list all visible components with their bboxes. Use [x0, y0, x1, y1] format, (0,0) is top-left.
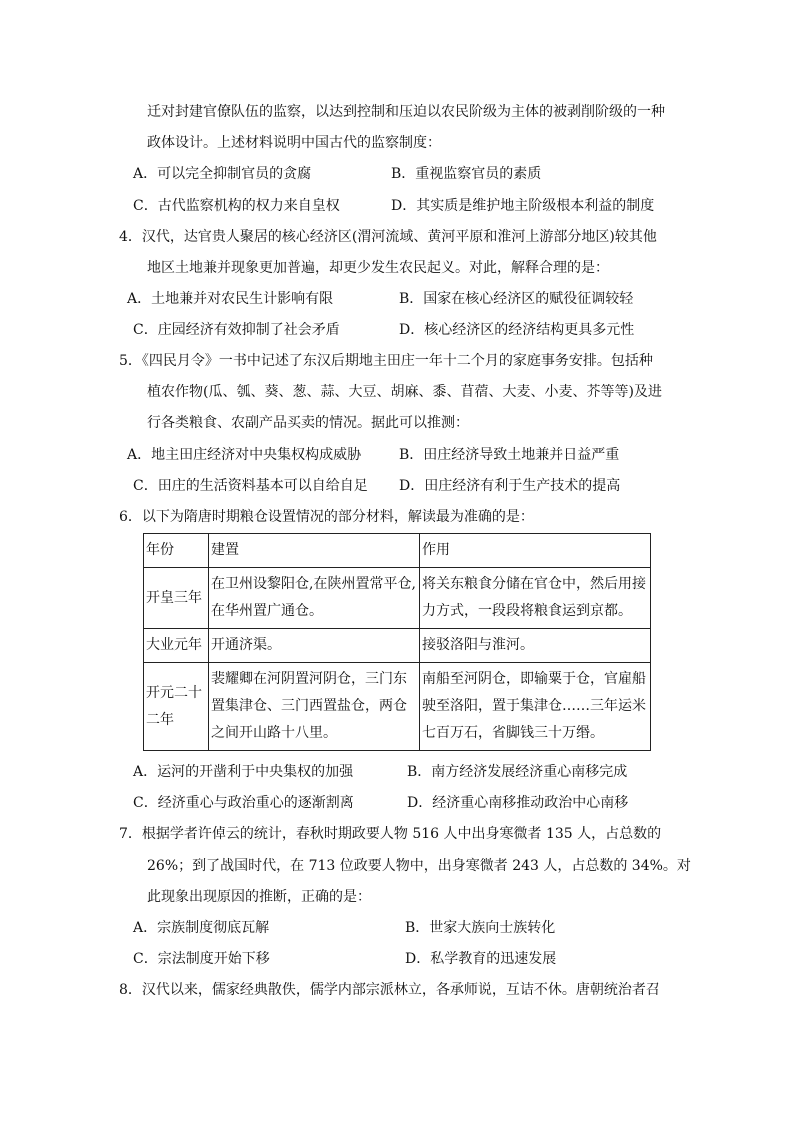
q5-option-c: C．田庄的生活资料基本可以自给自足 — [133, 478, 368, 494]
q4-option-b: B．国家在核心经济区的赋役征调较轻 — [399, 291, 634, 307]
q7-option-a: A．宗族制度彻底瓦解 — [133, 920, 270, 936]
q8-stem-line-1: 8．汉代以来，儒家经典散佚，儒学内部宗派林立，各承师说，互诘不休。唐朝统治者召 — [119, 982, 660, 998]
q6-stem: 6．以下为隋唐时期粮仓设置情况的部分材料，解读最为准确的是： — [119, 509, 534, 525]
q4-option-d: D．核心经济区的经济结构更具多元性 — [399, 322, 635, 338]
table-cell-year: 开元二十二年 — [144, 663, 209, 751]
table-header-function: 作用 — [420, 534, 651, 568]
q7-stem-line-2: 26%；到了战国时代，在 713 位政要人物中，出身寒微者 243 人，占总数的 34%。对 — [147, 858, 691, 874]
table-cell-construction: 开通济渠。 — [209, 629, 420, 663]
q7-stem-line-3: 此现象出现原因的推断，正确的是： — [147, 889, 371, 905]
q5-stem-line-2: 植农作物(瓜、瓠、葵、葱、蒜、大豆、胡麻、黍、苜蓿、大麦、小麦、芥等等)及进 — [147, 384, 662, 400]
table-header-year: 年份 — [144, 534, 209, 568]
q5-option-b: B．田庄经济导致土地兼并日益严重 — [399, 447, 620, 463]
q4-option-c: C．庄园经济有效抑制了社会矛盾 — [133, 322, 340, 338]
table-row — [144, 629, 651, 663]
q7-option-c: C．宗法制度开始下移 — [133, 951, 270, 967]
q3-option-c: C．古代监察机构的权力来自皇权 — [133, 198, 340, 214]
table-cell-construction: 在卫州设黎阳仓,在陕州置常平仓,在华州置广通仓。 — [209, 568, 420, 629]
q3-option-b: B．重视监察官员的素质 — [391, 166, 542, 182]
q5-option-d: D．田庄经济有利于生产技术的提高 — [399, 478, 621, 494]
q6-option-a: A．运河的开凿利于中央集权的加强 — [133, 764, 354, 780]
q4-option-a: A．土地兼并对农民生计影响有限 — [127, 291, 334, 307]
q3-option-d: D．其实质是维护地主阶级根本利益的制度 — [391, 198, 655, 214]
granary-table — [143, 533, 651, 751]
table-cell-function: 南船至河阴仓，即输粟于仓，官雇船驶至洛阳，置于集津仓……三年运米七百万石，省脚钱三十万缗。 — [420, 663, 651, 751]
table-cell-construction: 裴耀卿在河阴置河阴仓，三门东置集津仓、三门西置盐仓，两仓之间开山路十八里。 — [209, 663, 420, 751]
q5-option-a: A．地主田庄经济对中央集权构成威胁 — [127, 447, 362, 463]
q4-stem-line-1: 4．汉代，达官贵人聚居的核心经济区(渭河流域、黄河平原和淮河上游部分地区)较其他 — [119, 229, 657, 245]
q5-stem-line-3: 行各类粮食、农副产品买卖的情况。据此可以推测： — [147, 415, 469, 431]
table-cell-function: 将关东粮食分储在官仓中，然后用接力方式，一段段将粮食运到京都。 — [420, 568, 651, 629]
q6-option-b: B．南方经济发展经济重心南移完成 — [407, 764, 628, 780]
q3-stem-line-2: 政体设计。上述材料说明中国古代的监察制度： — [147, 135, 441, 151]
table-cell-function: 接驳洛阳与淮河。 — [420, 629, 651, 663]
table-header-construction: 建置 — [209, 534, 420, 568]
q6-option-c: C．经济重心与政治重心的逐渐割离 — [133, 795, 354, 811]
table-header-row — [144, 534, 651, 568]
table-row — [144, 568, 651, 629]
q3-stem-line-1: 迁对封建官僚队伍的监察，以达到控制和压迫以农民阶级为主体的被剥削阶级的一种 — [147, 104, 665, 120]
q7-option-b: B．世家大族向士族转化 — [405, 920, 556, 936]
q3-option-a: A．可以完全抑制官员的贪腐 — [133, 166, 312, 182]
table-cell-year: 开皇三年 — [144, 568, 209, 629]
q4-stem-line-2: 地区土地兼并现象更加普遍，却更少发生农民起义。对此，解释合理的是： — [147, 260, 609, 276]
table-row — [144, 663, 651, 751]
q5-stem-line-1: 5．《四民月令》一书中记述了东汉后期地主田庄一年十二个月的家庭事务安排。包括种 — [119, 353, 653, 369]
q6-option-d: D．经济重心南移推动政治中心南移 — [407, 795, 629, 811]
q7-option-d: D．私学教育的迅速发展 — [405, 951, 557, 967]
table-cell-year: 大业元年 — [144, 629, 209, 663]
q7-stem-line-1: 7．根据学者许倬云的统计，春秋时期政要人物 516 人中出身寒微者 135 人，占总数的 — [119, 826, 662, 842]
